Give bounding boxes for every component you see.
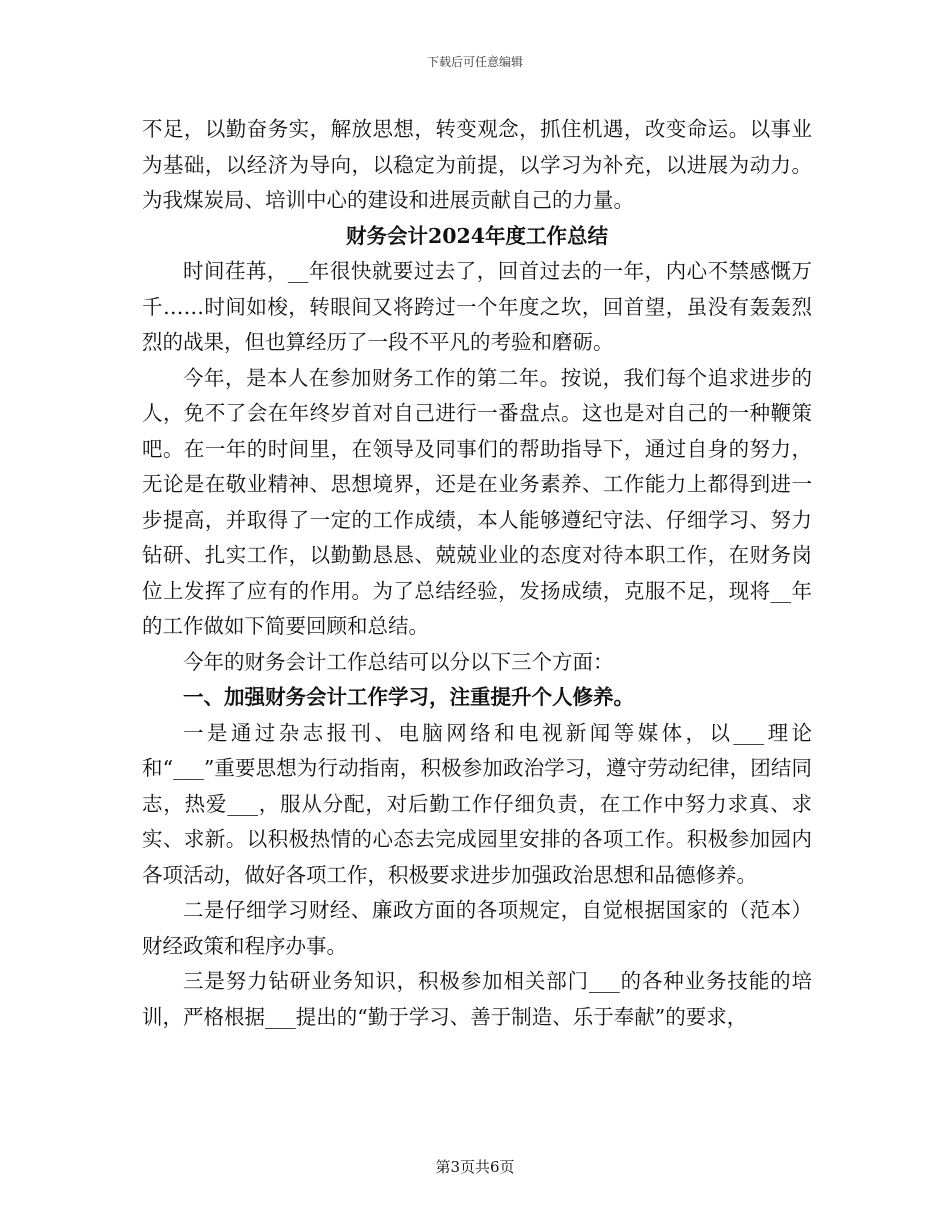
paragraph-item-1: 一是通过杂志报刊、电脑网络和电视新闻等媒体，以___理论和“___”重要思想为行动指南，积极参加政治学习，遵守劳动纪律，团结同志，热爱___，服从分配，对后勤工作仔细负责，在工作中努力求真、求实、求新。以积极热情的心态去完成园里安排的各项工作。积极参加园内各项活动，做好各项工作，积极要求进步加强政治思想和品德修养。 bbox=[142, 720, 812, 887]
paragraph-item-3: 三是努力钻研业务知识，积极参加相关部门___的各种业务技能的培训，严格根据___提出的“勤于学习、善于制造、乐于奉献”的要求， bbox=[142, 969, 812, 1029]
page-header: 下载后可任意编辑 bbox=[426, 55, 523, 69]
section-heading-1: 一、加强财务会计工作学习，注重提升个人修养。 bbox=[183, 685, 634, 709]
paragraph-review: 今年，是本人在参加财务工作的第二年。按说，我们每个追求进步的人，免不了会在年终岁首对自己进行一番盘点。这也是对自己的一种鞭策吧。在一年的时间里，在领导及同事们的帮助指导下，通过自身的努力，无论是在敬业精神、思想境界，还是在业务素养、工作能力上都得到进一步提高，并取得了一定的工作成绩，本人能够遵纪守法、仔细学习、努力钻研、扎实工作，以勤勤恳恳、兢兢业业的态度对待本职工作，在财务岗位上发挥了应有的作用。为了总结经验，发扬成绩，克服不足，现将__年的工作做如下简要回顾和总结。 bbox=[142, 365, 812, 638]
paragraph-aspects: 今年的财务会计工作总结可以分以下三个方面： bbox=[183, 649, 614, 674]
paragraph-continuation: 不足，以勤奋务实，解放思想，转变观念，抓住机遇，改变命运。以事业为基础，以经济为导向，以稳定为前提，以学习为补充，以进展为动力。为我煤炭局、培训中心的建设和进展贡献自己的力量。 bbox=[142, 117, 812, 212]
document-title: 财务会计2024年度工作总结 bbox=[345, 223, 609, 248]
paragraph-intro: 时间荏苒，__年很快就要过去了，回首过去的一年，内心不禁感慨万千……时间如梭，转眼间又将跨过一个年度之坎，回首望，虽没有轰轰烈烈的战果，但也算经历了一段不平凡的考验和磨砺。 bbox=[142, 259, 812, 354]
page-footer: 第3页共6页 bbox=[435, 1158, 515, 1176]
document-body bbox=[142, 112, 812, 1035]
paragraph-item-2: 二是仔细学习财经、廉政方面的各项规定，自觉根据国家的（范本）财经政策和程序办事。 bbox=[142, 898, 812, 958]
